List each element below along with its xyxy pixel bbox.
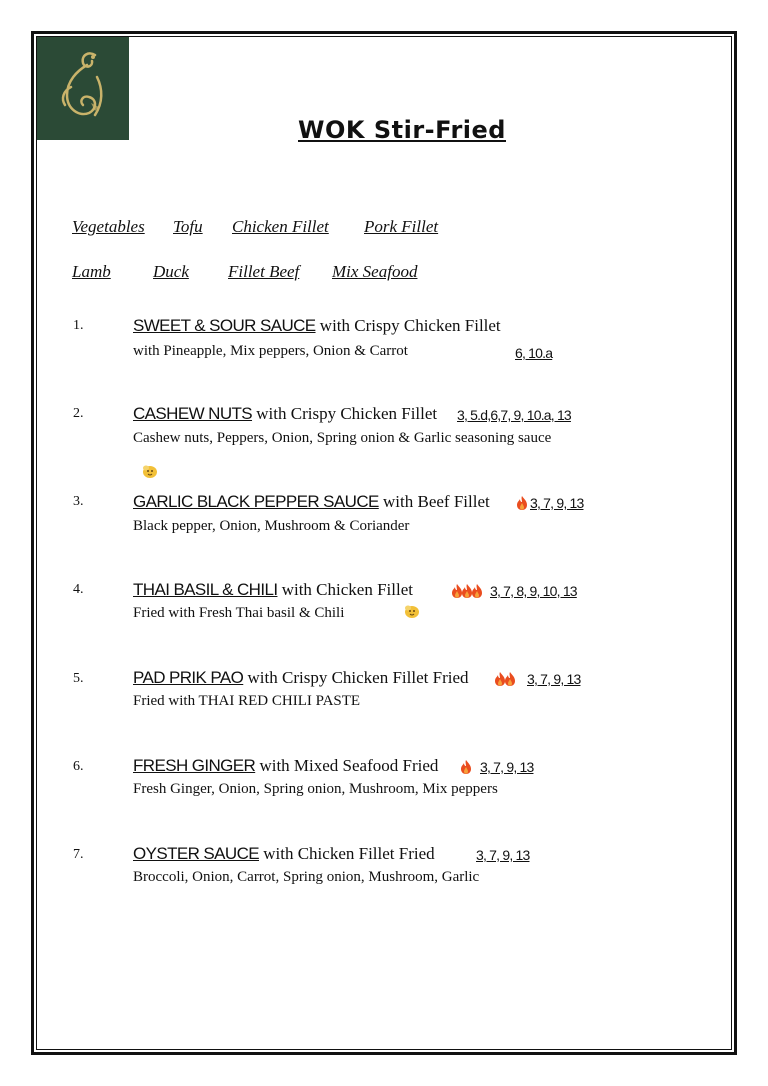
dish-description: Fresh Ginger, Onion, Spring onion, Mushroom, Mix peppers xyxy=(133,781,498,797)
allergen-codes: 3, 5.d,6,7, 9, 10.a, 13 xyxy=(457,407,571,423)
allergen-codes: 3, 7, 9, 13 xyxy=(527,671,581,687)
page-title: WOK Stir-Fried xyxy=(298,116,506,144)
dish-name: OYSTER SAUCE xyxy=(133,844,259,863)
allergen-codes: 3, 7, 9, 13 xyxy=(480,759,534,775)
spice-level xyxy=(461,756,471,775)
dish-name: FRESH GINGER xyxy=(133,756,256,775)
dish-name: PAD PRIK PAO xyxy=(133,668,244,687)
dish-suffix: with Mixed Seafood Fried xyxy=(255,756,439,775)
protein-option: Chicken Fillet xyxy=(232,217,329,236)
dish-number: 3. xyxy=(73,494,84,509)
dish-suffix: with Crispy Chicken Fillet Fried xyxy=(243,668,469,687)
spice-level xyxy=(495,668,515,687)
spice-level xyxy=(452,580,482,599)
dish-number: 7. xyxy=(73,847,84,862)
dish-name: SWEET & SOUR SAUCE xyxy=(133,316,316,335)
dish-description: Cashew nuts, Peppers, Onion, Spring onion & Garlic seasoning sauce xyxy=(133,430,552,446)
protein-option: Lamb xyxy=(72,262,111,281)
flame-icon xyxy=(462,584,472,598)
dish-description: Fried with THAI RED CHILI PASTE xyxy=(133,693,361,709)
flame-icon xyxy=(452,584,462,598)
dish-name: CASHEW NUTS xyxy=(133,404,253,423)
dish-number: 1. xyxy=(73,318,84,333)
inner-border xyxy=(36,36,732,1050)
dish-heading xyxy=(133,756,438,776)
dish-number: 6. xyxy=(73,759,84,774)
dish-number: 2. xyxy=(73,406,84,421)
dish-heading xyxy=(133,844,435,864)
dish-description: Fried with Fresh Thai basil & Chili xyxy=(133,605,345,621)
protein-option: Vegetables xyxy=(72,217,145,236)
dish-heading xyxy=(133,580,413,600)
dish-name: THAI BASIL & CHILI xyxy=(133,580,278,599)
protein-option: Tofu xyxy=(173,217,203,236)
flame-icon xyxy=(495,672,505,686)
dish-heading xyxy=(133,316,501,336)
dish-name: GARLIC BLACK PEPPER SAUCE xyxy=(133,492,379,511)
protein-option: Fillet Beef xyxy=(228,262,300,281)
spice-level xyxy=(517,492,527,511)
dish-heading xyxy=(133,668,469,688)
flame-icon xyxy=(505,672,515,686)
allergen-codes: 6, 10.a xyxy=(515,345,553,361)
protein-option: Pork Fillet xyxy=(364,217,439,236)
allergen-codes: 3, 7, 8, 9, 10, 13 xyxy=(490,583,577,599)
dish-suffix: with Chicken Fillet xyxy=(277,580,413,599)
dish-suffix: with Chicken Fillet Fried xyxy=(259,844,435,863)
dish-suffix: with Crispy Chicken Fillet xyxy=(315,316,501,335)
dish-description: with Pineapple, Mix peppers, Onion & Carrot xyxy=(133,343,408,359)
dish-number: 5. xyxy=(73,671,84,686)
chili-emoji-icon xyxy=(140,462,160,480)
allergen-codes: 3, 7, 9, 13 xyxy=(530,495,584,511)
protein-option: Duck xyxy=(153,262,189,281)
dish-suffix: with Beef Fillet xyxy=(378,492,490,511)
chili-emoji-icon xyxy=(402,602,422,620)
dish-heading xyxy=(133,492,490,512)
protein-option: Mix Seafood xyxy=(332,262,418,281)
flame-icon xyxy=(517,496,527,510)
dish-heading xyxy=(133,404,437,424)
dish-suffix: with Crispy Chicken Fillet xyxy=(252,404,438,423)
dish-description: Black pepper, Onion, Mushroom & Coriander xyxy=(133,518,410,534)
allergen-codes: 3, 7, 9, 13 xyxy=(476,847,530,863)
flame-icon xyxy=(461,760,471,774)
flame-icon xyxy=(472,584,482,598)
dish-number: 4. xyxy=(73,582,84,597)
dish-description: Broccoli, Onion, Carrot, Spring onion, Mushroom, Garlic xyxy=(133,869,480,885)
